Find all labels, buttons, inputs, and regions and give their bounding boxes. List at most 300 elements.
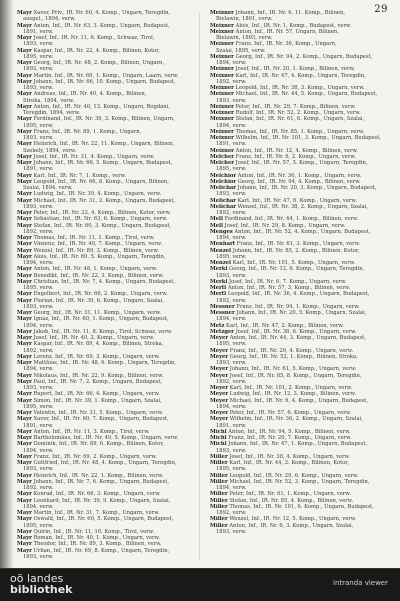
entry-surname: Meixner xyxy=(210,41,234,48)
entry-details: Anton, Inf., IR. Nr. 12, 4. Komp., Bilinen, verw. xyxy=(235,147,358,154)
entry-details: Karl, Inf., IR. Nr. 47, 6. Komp., Ungarn, verw. xyxy=(237,197,357,204)
entry-surname: Mayr xyxy=(17,222,32,229)
entry-surname: Miller xyxy=(210,491,228,498)
entry-surname: Mayr xyxy=(17,35,32,41)
entry-details: Georg, Inf., IR. Nr. 94, 2. Komp., Ungarn, Budapest, xyxy=(235,53,373,60)
entry-details: Anton, Inf., IR. Nr. 52, 4. Komp., Ungarn, Budapest, xyxy=(234,228,371,235)
entry-details: Georg, Inf., IR. Nr. 94, 4. Komp., Bilinen, verw. xyxy=(237,178,361,185)
entry-surname: Meyer xyxy=(210,410,229,416)
viewer-name: intranda viewer xyxy=(333,579,388,587)
entry-surname: Mayr xyxy=(17,210,32,216)
entry-details: 1895, verw. xyxy=(23,122,54,129)
entry-surname: Mertl xyxy=(210,291,227,298)
entry-details: Martin, Inf., IR. Nr. 31, 7. Komp., Ungarn, verw. xyxy=(33,510,160,516)
entry-surname: Mayr xyxy=(17,160,32,166)
entry-surname: Meixner xyxy=(210,103,234,110)
entry-details: Christian, Inf., IR. Nr. 7, 4. Komp., Ungarn, Budapest, xyxy=(33,278,176,285)
entry-surname: Mayr xyxy=(17,516,32,523)
entry-surname: Meixner xyxy=(210,22,234,29)
entry-surname: Mayr xyxy=(17,428,32,435)
entry-details: Paul, Inf., IR. Nr. 7, 2. Komp., Ungarn, Budapest, xyxy=(33,378,163,385)
entry-details: Josef, Inf., IR. Nr. 11, 6. Komp., Schwaz, Tirol, xyxy=(33,35,155,41)
entry-surname: Meyer xyxy=(210,335,229,341)
entry-details: 1894, verw. xyxy=(23,503,54,510)
entry-details: Lorenz, Inf., IR. Nr. 69, 3. Komp., Ungarn, verw. xyxy=(33,353,160,360)
entry-surname: Meixner xyxy=(210,85,234,91)
entry-details: 1893, verw. xyxy=(216,528,247,535)
entry-surname: Mayr xyxy=(17,497,32,504)
entry-details: Xaver, Priv., IR. Nr. 60, 4. Komp., Ungarn, Teregdin, xyxy=(33,10,171,16)
entry-details: 1894, verw. xyxy=(216,403,247,410)
entry-details: 1892, verw. xyxy=(23,485,54,491)
entry-surname: Mayr xyxy=(17,328,32,335)
entry-surname: Mayr xyxy=(17,22,32,29)
entry-details: Josef, Inf., IR. Nr. 38, 6. Komp., Ungarn, verw. xyxy=(235,328,357,335)
entry-details: 1894, verw. xyxy=(23,322,54,329)
entry-surname: Mayr xyxy=(17,547,32,554)
entry-details: Franz, Inf., IR. Nr. 61, 3. Komp., Ungarn, verw. xyxy=(236,241,361,248)
entry-details: Karl, Inf., IR. Nr. 7, 1. Komp., verw. xyxy=(33,172,127,179)
entry-details: Quirin, Inf., IR. Nr. 11, 10. Komp., Tirol, verw. xyxy=(33,528,155,535)
entry-details: Anton, Inf., IR. Nr. 48, 1. Komp., Ungarn, verw. xyxy=(33,266,158,273)
entry-surname: Meixner xyxy=(210,110,234,116)
entry-surname: Mayr xyxy=(17,528,32,535)
entry-details: 1892, verw. xyxy=(23,347,54,354)
entry-details: 1892, verw. xyxy=(216,378,247,385)
entry-surname: Meixner xyxy=(210,10,234,16)
entry-details: Rupert, Inf., IR. Nr. 66, 4. Komp., Ungarn, verw. xyxy=(33,391,160,398)
entry-details: 1891, verw. xyxy=(216,141,247,148)
entry-details: Franz, Inf., IR. Nr. 89, 1. Komp., Ungarn, xyxy=(33,128,142,135)
entry-details: Michael, Inf., IR. Nr. 52, 3. Komp., Ungarn, Teregdin, xyxy=(229,478,370,485)
entry-surname: Mayr xyxy=(17,253,32,260)
entry-details: Anton, Inf., IR. Nr. 63, 3. Komp., Ungarn, Budapest, xyxy=(33,22,170,29)
entry-details: Benedikt, Inf., IR. Nr. 22, 3. Komp., Bilinen, verw. xyxy=(33,272,164,279)
entry-details: Simon, Inf., IR. Nr. 39, 1. Komp., Ungarn, Szalai, xyxy=(33,397,162,404)
entry-details: Heinrich, Inf., IR. Nr. 22, 11. Komp., Ungarn, Bilinen, xyxy=(33,141,175,148)
entry-details: 1893, verw. xyxy=(216,272,247,279)
entry-surname: Meixner xyxy=(210,135,234,141)
entry-details: Josef, Inf., IR. Nr. 40, 2. Komp., Ungarn, verw. xyxy=(33,335,155,341)
entry-surname: Mayr xyxy=(17,116,32,123)
entry-details: 1895, verw. xyxy=(216,341,247,348)
entry-surname: Mayr xyxy=(17,316,32,323)
logo-line-2: bibliothek xyxy=(10,583,73,596)
entry-surname: Meyer xyxy=(210,397,229,404)
entry-details: Georg, Inf., IR. Nr. 52, 1. Komp., Bilinen, Stroka, xyxy=(229,353,358,360)
entry-surname: Mertl xyxy=(210,285,227,291)
entry-details: 1893, verw. xyxy=(216,191,247,198)
entry-details: Peter, Inf., IR. Nr. 57, 6. Komp., Ungarn, verw. xyxy=(229,410,352,416)
entry-details: Johann, Inf., IR. Nr. 61, 5. Komp., Ungarn, verw. xyxy=(229,366,357,373)
entry-details: Franz, Inf., IR. Nr. 94, 1. Komp., Ungarn, verw. xyxy=(236,303,360,310)
entry-details: 1893, verw. xyxy=(23,41,54,48)
entry-surname: Melcher xyxy=(210,153,234,160)
entry-surname: Mayr xyxy=(17,335,32,341)
entry-surname: Mayr xyxy=(17,247,32,254)
entry-details: Anton, Inf., IR. Nr. 57, Ungarn, Bilinen, xyxy=(235,28,339,35)
entry-surname: Melichar xyxy=(210,203,237,210)
entry-surname: Mayr xyxy=(17,378,32,385)
entry-details: Ludwig, Inf., IR. Nr. 12, 3. Komp., Bilinen, verw. xyxy=(229,391,356,398)
entry-details: Wenzel, Inf., IR. Nr. 12, 5. Komp., Ungarn, verw. xyxy=(229,516,357,523)
entry-details: Franz, Inf., IR. Nr. 20, 7. Komp., Ungarn, verw. xyxy=(228,435,352,441)
column-divider xyxy=(199,12,200,560)
entry-surname: Menges xyxy=(210,228,233,235)
entry-details: Alois, Inf., IR. Nr. 69, 5. Komp., Ungarn, Teregdin, xyxy=(33,253,166,260)
entry-details: Stefan, Inf., IR. Nr. 85, 4. Komp., Bilinen, verw. xyxy=(229,497,354,504)
entry-details: Szekely, 1894, verw. xyxy=(23,147,77,154)
entry-surname: Miller xyxy=(210,522,228,529)
entry-details: Josef, Inf., IR. Nr. 85, 8. Komp., Ungarn, Teregdin, xyxy=(229,372,362,379)
entry-surname: Mayr xyxy=(17,541,32,548)
entry-surname: Mayr xyxy=(17,478,32,485)
entry-details: Wilhelm, Inf., IR. Nr. 36, 2. Komp., Ungarn, Szalai, xyxy=(229,416,363,423)
entry-details: Franz, Inf., IR. Nr. 69, 2. Komp., Ungarn, verw. xyxy=(33,453,157,460)
entry-surname: Mayr xyxy=(17,91,32,98)
entry-details: Kaspar, Inf., IR. Nr. 89, 4. Komp., Bilinen, Stroka, xyxy=(33,341,164,348)
entry-details: Michael, Inf., IR. Nr. 6, 4. Komp., Ungarn, Budapest, xyxy=(229,397,368,404)
entry-details: Michael, Inf., IR. Nr. 31, 2. Komp., Ungarn, Budapest, xyxy=(33,197,176,204)
entry-surname: Mayr xyxy=(17,47,32,54)
entry-surname: Meyer xyxy=(210,347,229,354)
entry-details: Ferdinand, Inf., IR. Nr. 44, 1. Komp., Bilinen, verw. xyxy=(224,216,359,223)
entry-surname: Metzger xyxy=(210,328,235,335)
entry-details: 1894, verw. xyxy=(23,447,54,454)
entry-details: Roman, Inf., IR. Nr. 40, 1. Komp., Ungarn, verw. xyxy=(33,535,161,541)
entry-surname: Metz xyxy=(210,322,225,329)
entry-details: Stefan, Inf., IR. Nr. 61, 6. Komp., Ungarn, Szalai, xyxy=(235,116,365,123)
entry-details: 1895, verw. xyxy=(23,522,54,529)
entry-surname: Miller xyxy=(210,472,228,479)
register-entry-line xyxy=(210,529,382,535)
logo-line-1: oö landes xyxy=(10,572,64,585)
entry-surname: Meixner xyxy=(210,91,234,98)
entry-surname: Mayr xyxy=(17,172,32,179)
entry-details: Andreas, Inf., IR. Nr. 40, 4. Komp., Bilinen, xyxy=(33,91,147,98)
entry-details: 1895, verw. xyxy=(23,285,54,291)
entry-details: Leopold, Inf., IR. Nr. 36, 4. Komp., Ungarn, Budapest, xyxy=(227,291,370,298)
entry-surname: Meixner xyxy=(210,66,234,73)
entry-details: Johann, Inf., IR. Nr. 66, 10. Komp., Ungarn, Budapest, xyxy=(33,78,176,85)
entry-surname: Mayr xyxy=(17,310,32,316)
entry-surname: Mayr xyxy=(17,391,32,398)
entry-details: Peter, Inf., IR. Nr. 29, 7. Komp., Bilinen, verw. xyxy=(235,103,356,110)
entry-surname: Melchior xyxy=(210,178,237,185)
entry-details: Anton, Inf., IR. Nr. 44, 3. Komp., Ungarn, Budapest, xyxy=(229,335,366,341)
entry-details: Oswald, Inf., IR. Nr. 60, 5. Komp., Ungarn, Budapest, xyxy=(33,516,174,523)
entry-details: 1893, verw. xyxy=(216,360,247,366)
entry-details: 1892, verw. xyxy=(23,66,54,73)
entry-details: 1893, verw. xyxy=(23,85,54,91)
entry-details: Thomas, Inf., IR. Nr. 101, 6. Komp., Ungarn, Budapest, xyxy=(229,503,374,510)
entry-details: Bartholomäus, Inf., IR. Nr. 40, 5. Komp., Ungarn, verw. xyxy=(33,435,179,441)
entry-details: 1893, verw. xyxy=(23,466,54,473)
entry-surname: Miller xyxy=(210,453,228,460)
entry-details: Vinzenz, Inf., IR. Nr. 40, 7. Komp., Ungarn, verw. xyxy=(33,241,163,248)
entry-surname: Miller xyxy=(210,497,228,504)
entry-surname: Mayr xyxy=(17,216,32,223)
entry-surname: Miller xyxy=(210,478,228,485)
entry-surname: Michl xyxy=(210,428,227,435)
entry-details: 1895, verw. xyxy=(216,253,247,260)
entry-surname: Meyer xyxy=(210,372,229,379)
entry-surname: Mayr xyxy=(17,297,32,304)
entry-details: Josef, Inf., IR. Nr. 6, 7. Komp., Ungarn, verw. xyxy=(229,278,347,285)
entry-details: Karl, Inf., IR. Nr. 47, 4. Komp., Ungarn, Teregdin, xyxy=(235,72,366,79)
entry-surname: Menhart xyxy=(210,241,236,248)
entry-details: Rudolf, Inf., IR. Nr. 52, 2. Komp., Ungarn, verw. xyxy=(235,110,361,116)
entry-details: Leonhard, Inf., IR. Nr. 39, 9. Komp., Ungarn, Szalai, xyxy=(33,497,171,504)
entry-surname: Meyer xyxy=(210,353,229,360)
entry-surname: Michl xyxy=(210,441,227,448)
entry-details: 1894, verw. xyxy=(216,235,247,241)
entry-details: Leopold, Inf., IR. Nr. 66, 8. Komp., Ungarn, Bilinen, xyxy=(33,178,169,185)
entry-details: Peter, Inf., IR. Nr. 61, 1. Komp., Ungarn, verw. xyxy=(229,491,351,498)
entry-surname: Mayr xyxy=(17,197,32,204)
entry-surname: Mayr xyxy=(17,72,32,79)
entry-details: 1891, verw. xyxy=(216,422,247,429)
entry-details: 1894, verw. xyxy=(216,316,247,323)
entry-details: Ludwig, Inf., IR. Nr. 39, 4. Komp., Ungarn, verw. xyxy=(33,191,162,198)
entry-surname: Mayr xyxy=(17,141,32,148)
entry-details: Sebastian, Inf., IR. Nr. 63, 6. Komp., Ungarn, verw. xyxy=(33,216,168,223)
entry-details: Johann, Inf., IR. Nr. 6, 11. Komp., Bilinen, xyxy=(235,10,345,16)
library-logo[interactable] xyxy=(10,573,72,595)
entry-surname: Mayr xyxy=(17,435,32,441)
entry-details: Theodor, Inf., IR. Nr. 89, 3. Komp., Bilinen, verw. xyxy=(33,541,162,548)
left-text-column xyxy=(17,10,189,560)
entry-details: 1893, verw. xyxy=(23,303,54,310)
entry-details: 1892, verw. xyxy=(23,228,54,235)
entry-surname: Mayr xyxy=(17,397,32,404)
entry-surname: Mayr xyxy=(17,341,32,348)
entry-details: Franz, Inf., IR. Nr. 29, 4. Komp., Ungarn, verw. xyxy=(229,347,354,354)
entry-details: Anton, Inf., IR. Nr. 40, 13. Komp., Ungarn, Bogdáni, xyxy=(33,103,170,110)
entry-surname: Mayr xyxy=(17,10,32,16)
entry-surname: Meixner xyxy=(210,147,234,154)
entry-details: Anton, Inf., IR. Nr. 11, 3. Komp., Tirol, verw. xyxy=(33,428,150,435)
entry-details: ausgel., 1894, verw. xyxy=(23,16,76,23)
entry-details: Josef, Inf., IR. Nr. 29, 8. Komp., Ungarn, verw. xyxy=(224,222,346,229)
entry-details: 1893, verw. xyxy=(23,553,54,560)
entry-details: Michael, Inf., IR. Nr. 44, 5. Komp., Ungarn, Budapest, xyxy=(235,91,378,98)
viewer-footer xyxy=(0,568,400,601)
entry-surname: Meyer xyxy=(210,366,229,373)
entry-surname: Mayr xyxy=(17,128,32,135)
entry-details: Engelbert, Inf., IR. Nr. 66, 2. Komp., Ungarn, verw. xyxy=(33,291,168,298)
entry-details: Josef, Inf., IR. Nr. 31, 4. Komp., Ungarn, verw. xyxy=(33,153,155,160)
entry-details: Wenzel, Inf., IR. Nr. 38, 2. Komp., Ungarn, Szalai, xyxy=(237,203,369,210)
entry-surname: Meyer xyxy=(210,385,229,391)
entry-surname: Miller xyxy=(210,460,228,466)
entry-details: Szalai, 1895, verw. xyxy=(216,47,266,54)
entry-surname: Miller xyxy=(210,503,228,510)
entry-details: 1891, verw. xyxy=(23,28,54,35)
entry-details: Matthias, Inf., IR. Nr. 48, 6. Komp., Ungarn, Teregdin, xyxy=(33,360,176,366)
entry-surname: Mayr xyxy=(17,460,32,466)
register-entry-line xyxy=(17,554,189,560)
entry-details: Johann, Inf., IR. Nr. 7, 6. Komp., Ungarn, Budapest, xyxy=(33,478,170,485)
entry-details: Anton, Inf., IR. Nr. 57, 3. Komp., Bilinen, verw. xyxy=(227,285,351,291)
entry-details: 1895, verw. xyxy=(216,166,247,173)
entry-surname: Melichar xyxy=(210,185,237,191)
entry-surname: Meixner xyxy=(210,53,234,60)
entry-details: Georg, Inf., IR. Nr. 31, 11. Komp., Ungarn, verw. xyxy=(33,310,162,316)
entry-surname: Melichar xyxy=(210,197,237,204)
entry-surname: Mayr xyxy=(17,360,32,366)
page-number: 29 xyxy=(374,4,388,15)
entry-details: 1894, verw. xyxy=(23,366,54,373)
entry-details: 1894, verw. xyxy=(216,485,247,491)
entry-details: Ignaz, Inf., IR. Nr. 60, 1. Komp., Ungarn, Budapest, xyxy=(33,316,169,323)
entry-details: 1892, verw. xyxy=(216,297,247,304)
entry-surname: Melchior xyxy=(210,172,237,179)
entry-surname: Merkl xyxy=(210,278,228,285)
entry-details: Georg, Inf., IR. Nr. 48, 2. Komp., Bilinen, Ungarn, xyxy=(33,60,164,66)
entry-details: 1894, verw. xyxy=(216,60,247,66)
entry-surname: Michl xyxy=(210,435,227,441)
entry-details: 1895, verw. xyxy=(216,466,247,473)
entry-details: Nikolaus, Inf., IR. Nr. 22, 9. Komp., Bilinen, verw. xyxy=(33,372,164,379)
entry-details: Dominik, Inf., IR. Nr. 89, 6. Komp., Bilinen, Kotor, xyxy=(33,441,164,448)
entry-details: 1895, verw. xyxy=(23,53,54,60)
entry-details: Florian, Inf., IR. Nr. 39, 6. Komp., Ungarn, Szalai, xyxy=(33,297,165,304)
entry-surname: Mayr xyxy=(17,178,32,185)
entry-details: Martin, Inf., IR. Nr. 69, 1. Komp., Ungarn, Laarn, verw. xyxy=(33,72,179,79)
entry-details: Karl, Inf., IR. Nr. 101, 5. Komp., Ungarn, verw. xyxy=(232,260,356,266)
page-gutter xyxy=(0,0,14,568)
entry-details: 1893, verw. xyxy=(23,203,54,210)
entry-details: Karl, Inf., IR. Nr. 47, 2. Komp., Bilinen, verw. xyxy=(226,322,344,329)
entry-details: Karl, Inf., IR. Nr. 44, 2. Komp., Bilinen, Kotor, xyxy=(229,460,349,466)
entry-details: 1894, verw. xyxy=(23,260,54,266)
entry-details: Kaspar, Inf., IR. Nr. 22, 4. Komp., Bilinen, Kotor, xyxy=(33,47,160,54)
entry-details: Szalai, 1894, verw. xyxy=(23,185,73,191)
entry-surname: Menzel xyxy=(210,260,232,266)
entry-surname: Mayr xyxy=(17,241,32,248)
entry-surname: Messner xyxy=(210,303,235,310)
entry-details: 1891, verw. xyxy=(23,422,54,429)
entry-details: Gottfried, Inf., IR. Nr. 48, 4. Komp., Ungarn, Teregdin, xyxy=(33,460,177,466)
entry-details: 1893, verw. xyxy=(23,385,54,391)
entry-details: Xaver, Inf., IR. Nr. 60, 7. Komp., Ungarn, Budapest, xyxy=(33,416,169,423)
entry-details: Thomas, Inf., IR. Nr. 85, 1. Komp., Ungarn, verw. xyxy=(235,128,365,135)
entry-details: Wilhelm, Inf., IR. Nr. 101, 3. Komp., Ungarn, Budapest, xyxy=(235,135,381,141)
entry-details: Wenzel, Inf., IR. Nr. 89, 2. Komp., Bilinen, verw. xyxy=(33,247,159,254)
entry-surname: Melcher xyxy=(210,160,234,166)
entry-details: Anton, Inf., IR. Nr. 6, 3. Komp., Ungarn, Szalai, xyxy=(229,522,354,529)
entry-surname: Mayr xyxy=(17,272,32,279)
entry-surname: Mayr xyxy=(17,278,32,285)
entry-surname: Mayr xyxy=(17,416,32,423)
entry-details: Franz, Inf., IR. Nr. 6, 2. Komp., Ungarn, verw. xyxy=(235,153,356,160)
entry-details: Stroka, 1894, verw. xyxy=(23,97,75,104)
entry-surname: Mell xyxy=(210,216,223,223)
entry-surname: Miller xyxy=(210,516,228,523)
entry-surname: Messner xyxy=(210,310,235,316)
entry-surname: Mayr xyxy=(17,353,32,360)
entry-surname: Mayr xyxy=(17,491,32,498)
entry-details: Leopold, Inf., IR. Nr. 29, 6. Komp., Ungarn, verw. xyxy=(229,472,359,479)
entry-details: Anton, Inf., IR. Nr. 36, 1. Komp., Ungarn, verw. xyxy=(237,172,362,179)
entry-surname: Mayr xyxy=(17,78,32,85)
entry-details: 1892, verw. xyxy=(216,510,247,516)
entry-surname: Mayr xyxy=(17,441,32,448)
entry-surname: Mayr xyxy=(17,372,32,379)
entry-surname: Mayr xyxy=(17,153,32,160)
entry-details: Leopold, Inf., IR. Nr. 38, 3. Komp., Ungarn, verw. xyxy=(235,85,365,91)
entry-surname: Mayr xyxy=(17,60,32,66)
entry-surname: Meixner xyxy=(210,28,234,35)
entry-surname: Meyer xyxy=(210,416,229,423)
entry-details: Bielawin, 1893, verw. xyxy=(216,35,273,41)
entry-details: 1893, verw. xyxy=(216,97,247,104)
entry-surname: Menzel xyxy=(210,247,232,254)
entry-details: 1894, verw. xyxy=(216,122,247,129)
entry-surname: Meyer xyxy=(210,391,229,398)
entry-details: 1892, verw. xyxy=(216,78,247,85)
entry-surname: Mayr xyxy=(17,191,32,198)
entry-details: 1893, verw. xyxy=(23,135,54,141)
entry-surname: Mayr xyxy=(17,472,32,479)
entry-details: Johann, Inf., IR. Nr. 20, 5. Komp., Ungarn, Szalai, xyxy=(236,310,367,316)
entry-details: Josef, Inf., IR. Nr. 20, 1. Komp., Bilinen, verw. xyxy=(235,66,355,73)
entry-details: Urban, Inf., IR. Nr. 69, 8. Komp., Ungarn, Teregdin, xyxy=(33,547,170,554)
entry-details: Josef, Inf., IR. Nr. 57, 5. Komp., Ungarn, Teregdin, xyxy=(235,160,368,166)
entry-details: Alois, Inf., IR. Nr. 1, Komp., Budapest, verw. xyxy=(235,22,352,29)
entry-surname: Meixner xyxy=(210,72,234,79)
entry-surname: Mayr xyxy=(17,103,32,110)
entry-surname: Meixner xyxy=(210,116,234,123)
entry-details: Teregdin, 1894, verw. xyxy=(23,110,81,116)
entry-details: 1893, verw. xyxy=(216,447,247,454)
entry-surname: Meixner xyxy=(210,128,234,135)
entry-surname: Mayr xyxy=(17,453,32,460)
entry-details: Peter, Inf., IR. Nr. 22, 4. Komp., Bilinen, Kotor, verw. xyxy=(33,210,171,216)
entry-details: Ferdinand, Inf., IR. Nr. 39, 3. Komp., Bilinen, Ungarn, xyxy=(33,116,175,123)
entry-surname: Merkl xyxy=(210,266,228,273)
entry-details: 1895, verw. xyxy=(23,403,54,410)
entry-surname: Mayr xyxy=(17,291,32,298)
entry-details: Johann, Inf., IR. Nr. 66, 5. Komp., Ungarn, Budapest, xyxy=(33,160,173,166)
entry-surname: Mayr xyxy=(17,535,32,541)
entry-details: 1892, verw. xyxy=(216,210,247,216)
entry-details: Karl, Inf., IR. Nr. 101, 2. Komp., Ungarn, verw. xyxy=(229,385,353,391)
entry-details: Josef, Inf., IR. Nr. 38, 4. Komp., Ungarn, verw. xyxy=(229,453,351,460)
entry-details: Johann, Inf., IR. Nr. 20, 3. Komp., Ungarn, Budapest, xyxy=(237,185,377,191)
entry-details: Georg, Inf., IR. Nr. 12, 6. Komp., Ungarn, Teregdin, xyxy=(229,266,365,273)
entry-surname: Mell xyxy=(210,222,223,229)
entry-surname: Mayr xyxy=(17,410,32,416)
entry-details: Franz, Inf., IR. Nr. 36, Komp., Ungarn, xyxy=(235,41,337,48)
entry-details: 1891, verw. xyxy=(23,166,54,173)
entry-details: Heinrich, Inf., IR. Nr. 22, 1. Komp., Bilinen, verw. xyxy=(33,472,164,479)
entry-details: Johann, Inf., IR. Nr. 47, 1. Komp., Ungarn, Budapest, xyxy=(228,441,368,448)
entry-details: Anton, Inf., IR. Nr. 94, 5. Komp., Bilinen, verw. xyxy=(228,428,351,435)
entry-details: Konrad, Inf., IR. Nr. 66, 3. Komp., Ungarn, verw. xyxy=(33,491,161,498)
entry-details: Stefan, Inf., IR. Nr. 60, 3. Komp., Ungarn, Budapest, xyxy=(33,222,172,229)
entry-details: Johann, Inf., IR. Nr. 85, 2. Komp., Bilinen, Kotor, xyxy=(232,247,360,254)
entry-details: Bielawin, 1891, verw. xyxy=(216,16,273,23)
entry-surname: Mayr xyxy=(17,510,32,516)
right-text-column xyxy=(210,10,382,535)
entry-surname: Mayr xyxy=(17,235,32,241)
entry-details: Jakob, Inf., IR. Nr. 11, 8. Komp., Tirol, Schwaz, verw. xyxy=(33,328,173,335)
entry-details: Valentin, Inf., IR. Nr. 31, 5. Komp., Ungarn, verw. xyxy=(33,410,164,416)
entry-details: Thomas, Inf., IR. Nr. 11, 1. Komp., Tirol, verw. xyxy=(33,235,155,241)
entry-surname: Mayr xyxy=(17,266,32,273)
